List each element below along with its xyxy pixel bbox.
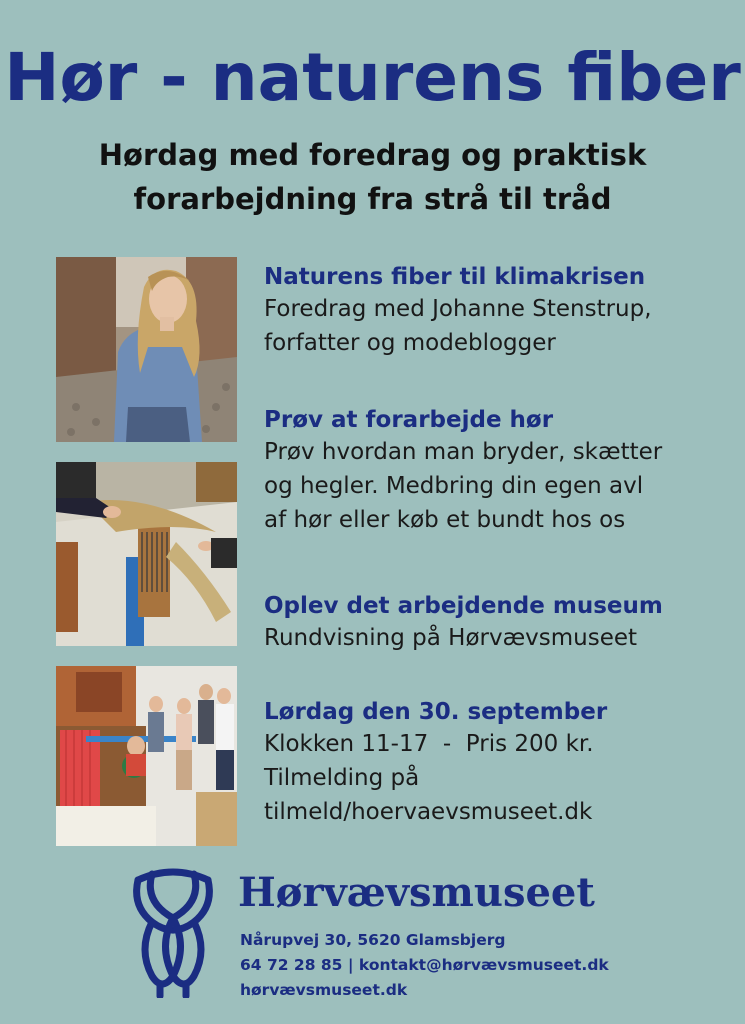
- section-line: Klokken 11-17 - Pris 200 kr.: [264, 731, 594, 757]
- section-line: og hegler. Medbring din egen avl: [264, 473, 644, 499]
- section-line: Prøv hvordan man bryder, skætter: [264, 439, 663, 465]
- poster-subtitle: [40, 133, 705, 221]
- section-line: Foredrag med Johanne Stenstrup,: [264, 296, 652, 322]
- section-line: Tilmelding på: [264, 765, 420, 791]
- portrait-photo: [56, 257, 237, 442]
- loom-museum-photo: [56, 666, 237, 846]
- poster-title: Hør - naturens fiber: [4, 39, 741, 116]
- section-heading: Prøv at forarbejde hør: [264, 407, 554, 433]
- website-link: hørvævsmuseet.dk: [240, 981, 408, 999]
- section-heading: Lørdag den 30. september: [264, 699, 608, 725]
- section-museum: [264, 591, 724, 655]
- section-line: Rundvisning på Hørvævsmuseet: [264, 625, 638, 651]
- section-date: [264, 697, 724, 829]
- section-workshop: [264, 405, 724, 537]
- phone-email: 64 72 28 85 | kontakt@hørvævsmuseet.dk: [240, 956, 609, 974]
- flax-processing-photo: [56, 462, 237, 646]
- address: Nårupvej 30, 5620 Glamsbjerg: [240, 931, 506, 949]
- section-line: af hør eller køb et bundt hos os: [264, 507, 626, 533]
- section-line: forfatter og modeblogger: [264, 330, 556, 356]
- subtitle-line-2: forarbejdning fra strå til tråd: [133, 182, 612, 216]
- subtitle-line-1: Hørdag med foredrag og praktisk: [98, 138, 647, 172]
- signup-link: tilmeld/hoervaevsmuseet.dk: [264, 799, 593, 825]
- museum-logo-icon: [130, 866, 216, 998]
- section-heading: Naturens fiber til klimakrisen: [264, 264, 646, 290]
- museum-name: Hørvævsmuseet: [238, 869, 595, 916]
- contact-block: [240, 928, 609, 1003]
- section-heading: Oplev det arbejdende museum: [264, 593, 663, 619]
- section-lecture: [264, 262, 724, 360]
